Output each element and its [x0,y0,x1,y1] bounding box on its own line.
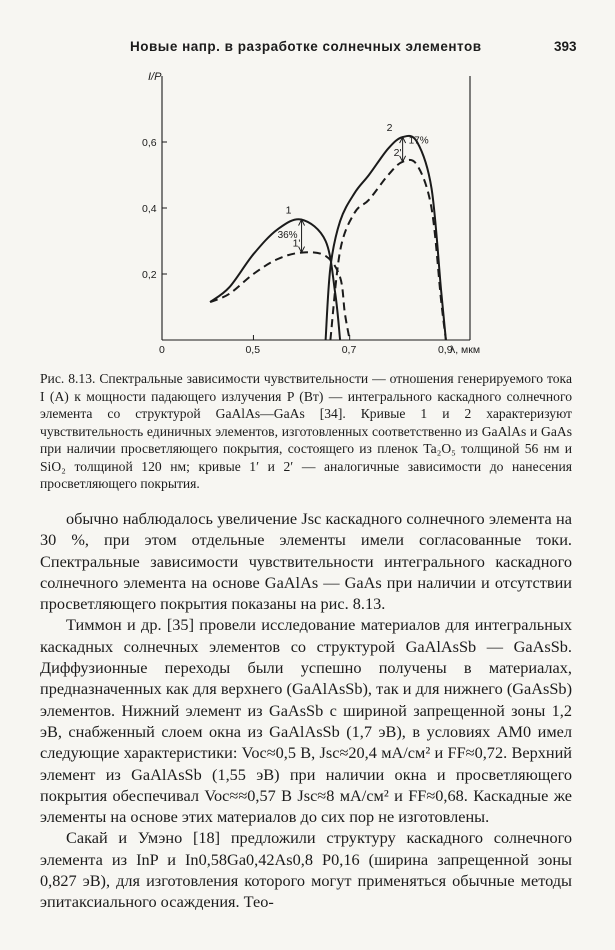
figure-caption: Рис. 8.13. Спектральные зависимости чувствительности — отношения генерируемого тока I (A) к мощности падающего излучения P (Вт) — интегрального каскадного солнечного элемента со структурой GaAlAs—GaAs [34]. Кривые 1 и 2 характеризуют чувствительность единичных элементов, изготовленных соответственно из GaAlAs и GaAs при наличии просветляющего покрытия, состоящего из пленок Ta₂O₅ толщиной 56 нм и SiO₂ толщиной 120 нм; кривые 1′ и 2′ — аналогичные зависимости до нанесения просветляющего покрытия. [40,371,572,491]
curve-1 [210,219,340,340]
y-tick-label: 0,6 [142,137,157,149]
chart-axes [148,71,480,356]
gap-percent-label: 36% [277,230,298,242]
curve-label: 2' [393,146,402,159]
curve-label: 1 [285,204,292,217]
x-tick-label: 0,9 [437,344,453,356]
x-tick-label: 0,5 [245,344,261,356]
curve-2-prime [330,160,446,340]
y-tick-label: 0,4 [142,203,157,215]
page-number: 393 [554,39,577,54]
gap-percent-label: 17% [408,135,429,147]
paragraph: Сакай и Умэно [18] предложили структуру каскадного солнечного элемента из InP и In0,58Ga0,42As0,8 P0,16 (ширина запрещенной зоны 0,827 эВ), для изготовления которого могут применяться обычные методы эпитаксиального осаждения. Тео- [40,828,572,912]
body-text [40,508,572,913]
curve-label: 1' [292,237,301,250]
curve-label: 2 [386,122,393,135]
spectral-sensitivity-chart [0,0,615,370]
x-axis-label: λ, мкм [449,344,481,356]
paragraph: обычно наблюдалось увеличение Jsc каскадного солнечного элемента на 30 %, при этом отдельные элементы имели согласованные токи. Спектральные зависимости чувствительности интегрального каскадного солнечного элемента на основе GaAlAs — GaAs при наличии и отсутствии просветляющего покрытия показаны на рис. 8.13. [40,509,572,614]
running-title: Новые напр. в разработке солнечных элементов [130,39,482,54]
y-tick-label: 0,2 [142,269,157,281]
x-tick-label: 0 [159,344,165,356]
x-tick-label: 0,7 [341,344,357,356]
y-axis-label: I/P [148,71,162,83]
paragraph: Тиммон и др. [35] провели исследование материалов для интегральных каскадных солнечных элементов со структурой GaAlAsSb — GaAsSb. Диффузионные переходы были успешно получены в материалах, предназначенных как для верхнего (GaAlAsSb), так и для нижнего (GaAsSb) элементов. Нижний элемент из GaAsSb с шириной запрещенной зоны 1,2 эВ, снабженный слоем окна из GaAlAsSb (1,7 эВ), в условиях AM0 имел следующие характеристики: Voc≈0,5 В, Jsc≈20,4 мА/см² и FF≈0,72. Верхний элемент из GaAlAsSb (1,55 эВ) при наличии окна и просветляющего покрытия обеспечивал Voc≈≈0,57 В Jsc≈8 мА/см² и FF≈0,68. Каскадные же элементы на основе этих материалов до сих пор не изготовлены. [40,615,572,827]
chart-curves [210,122,446,340]
